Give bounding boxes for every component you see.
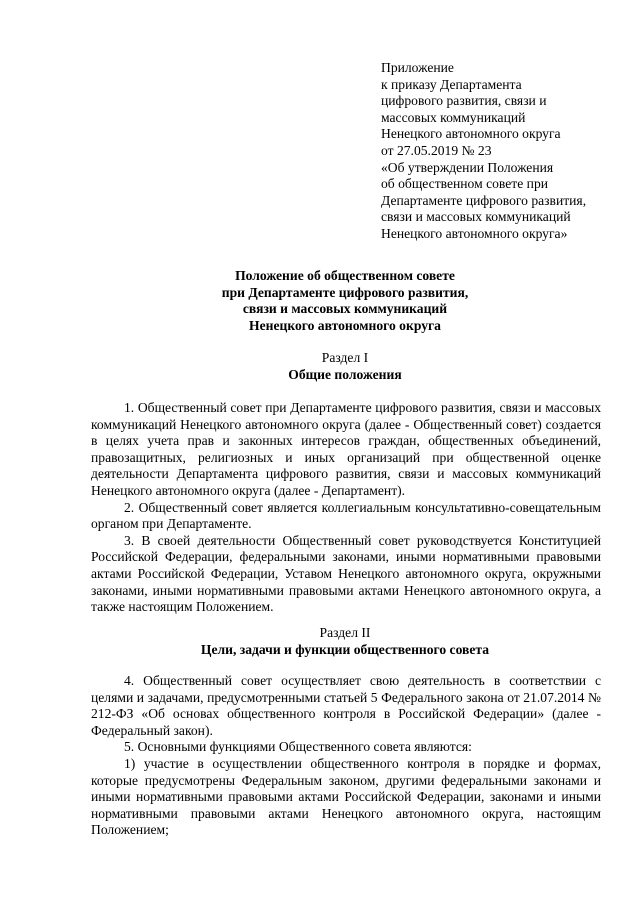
section2-header	[90, 625, 600, 658]
section1-body	[91, 400, 601, 616]
appendix-line: цифрового развития, связи и	[381, 93, 547, 109]
paragraph-5-1: 1) участие в осуществлении общественного контроля в порядке и формах, которые предусмотрены Федеральным законом, другими федеральными законами и иными нормативными правовыми актами Российской Федерации, законами и иными нормативными правовыми актами Ненецкого автономного округа, настоящим Положением;	[91, 755, 601, 838]
document-title	[90, 268, 600, 334]
title-line: при Департаменте цифрового развития,	[221, 284, 469, 300]
paragraph-5: 5. Основными функциями Общественного совета являются:	[124, 739, 472, 755]
paragraph-3: 3. В своей деятельности Общественный совет руководствуется Конституцией Российской Федерации, федеральными законами, иными нормативными правовыми актами Российской Федерации, Уставом Ненецкого автономного округа, окружными законами, иными нормативными правовыми актами Ненецкого автономного округа, а также настоящим Положением.	[91, 532, 601, 615]
section2-body	[91, 673, 601, 839]
title-line: связи и массовых коммуникаций	[242, 301, 448, 317]
appendix-line: к приказу Департамента	[381, 76, 522, 92]
appendix-line: Ненецкого автономного округа	[381, 126, 561, 142]
appendix-block	[381, 60, 621, 243]
section1-label: Раздел I	[321, 350, 369, 365]
appendix-line: Департаменте цифрового развития,	[381, 192, 587, 208]
appendix-line: «Об утверждении Положения	[381, 159, 554, 175]
appendix-line: массовых коммуникаций	[381, 109, 526, 125]
section2-heading: Цели, задачи и функции общественного совета	[200, 641, 490, 657]
paragraph-1: 1. Общественный совет при Департаменте цифрового развития, связи и массовых коммуникаций Ненецкого автономного округа (далее - Общественный совет) создается в целях учета прав и законных интересов граждан, общественных объединений, правозащитных, религиозных и иных организаций при общественной оценке деятельности Департамента цифрового развития, связи и массовых коммуникаций Ненецкого автономного округа (далее - Департамент).	[91, 400, 601, 498]
appendix-line: Приложение	[381, 60, 454, 75]
appendix-line: об общественном совете при	[381, 176, 549, 192]
paragraph-4: 4. Общественный совет осуществляет свою деятельность в соответствии с целями и задачами, предусмотренными статьей 5 Федерального закона от 21.07.2014 № 212-ФЗ «Об основах общественного контроля в Российской Федерации» (далее - Федеральный закон).	[91, 673, 601, 738]
section1-heading: Общие положения	[288, 366, 402, 382]
appendix-line: связи и массовых коммуникаций	[381, 209, 571, 225]
appendix-line: от 27.05.2019 № 23	[381, 142, 492, 158]
section1-header	[90, 350, 600, 383]
section2-label: Раздел II	[319, 625, 371, 640]
paragraph-2: 2. Общественный совет является коллегиальным консультативно-совещательным органом при Департаменте.	[91, 499, 601, 532]
title-line: Ненецкого автономного округа	[249, 317, 441, 333]
title-line: Положение об общественном совете	[235, 268, 455, 283]
appendix-line: Ненецкого автономного округа»	[381, 225, 568, 241]
